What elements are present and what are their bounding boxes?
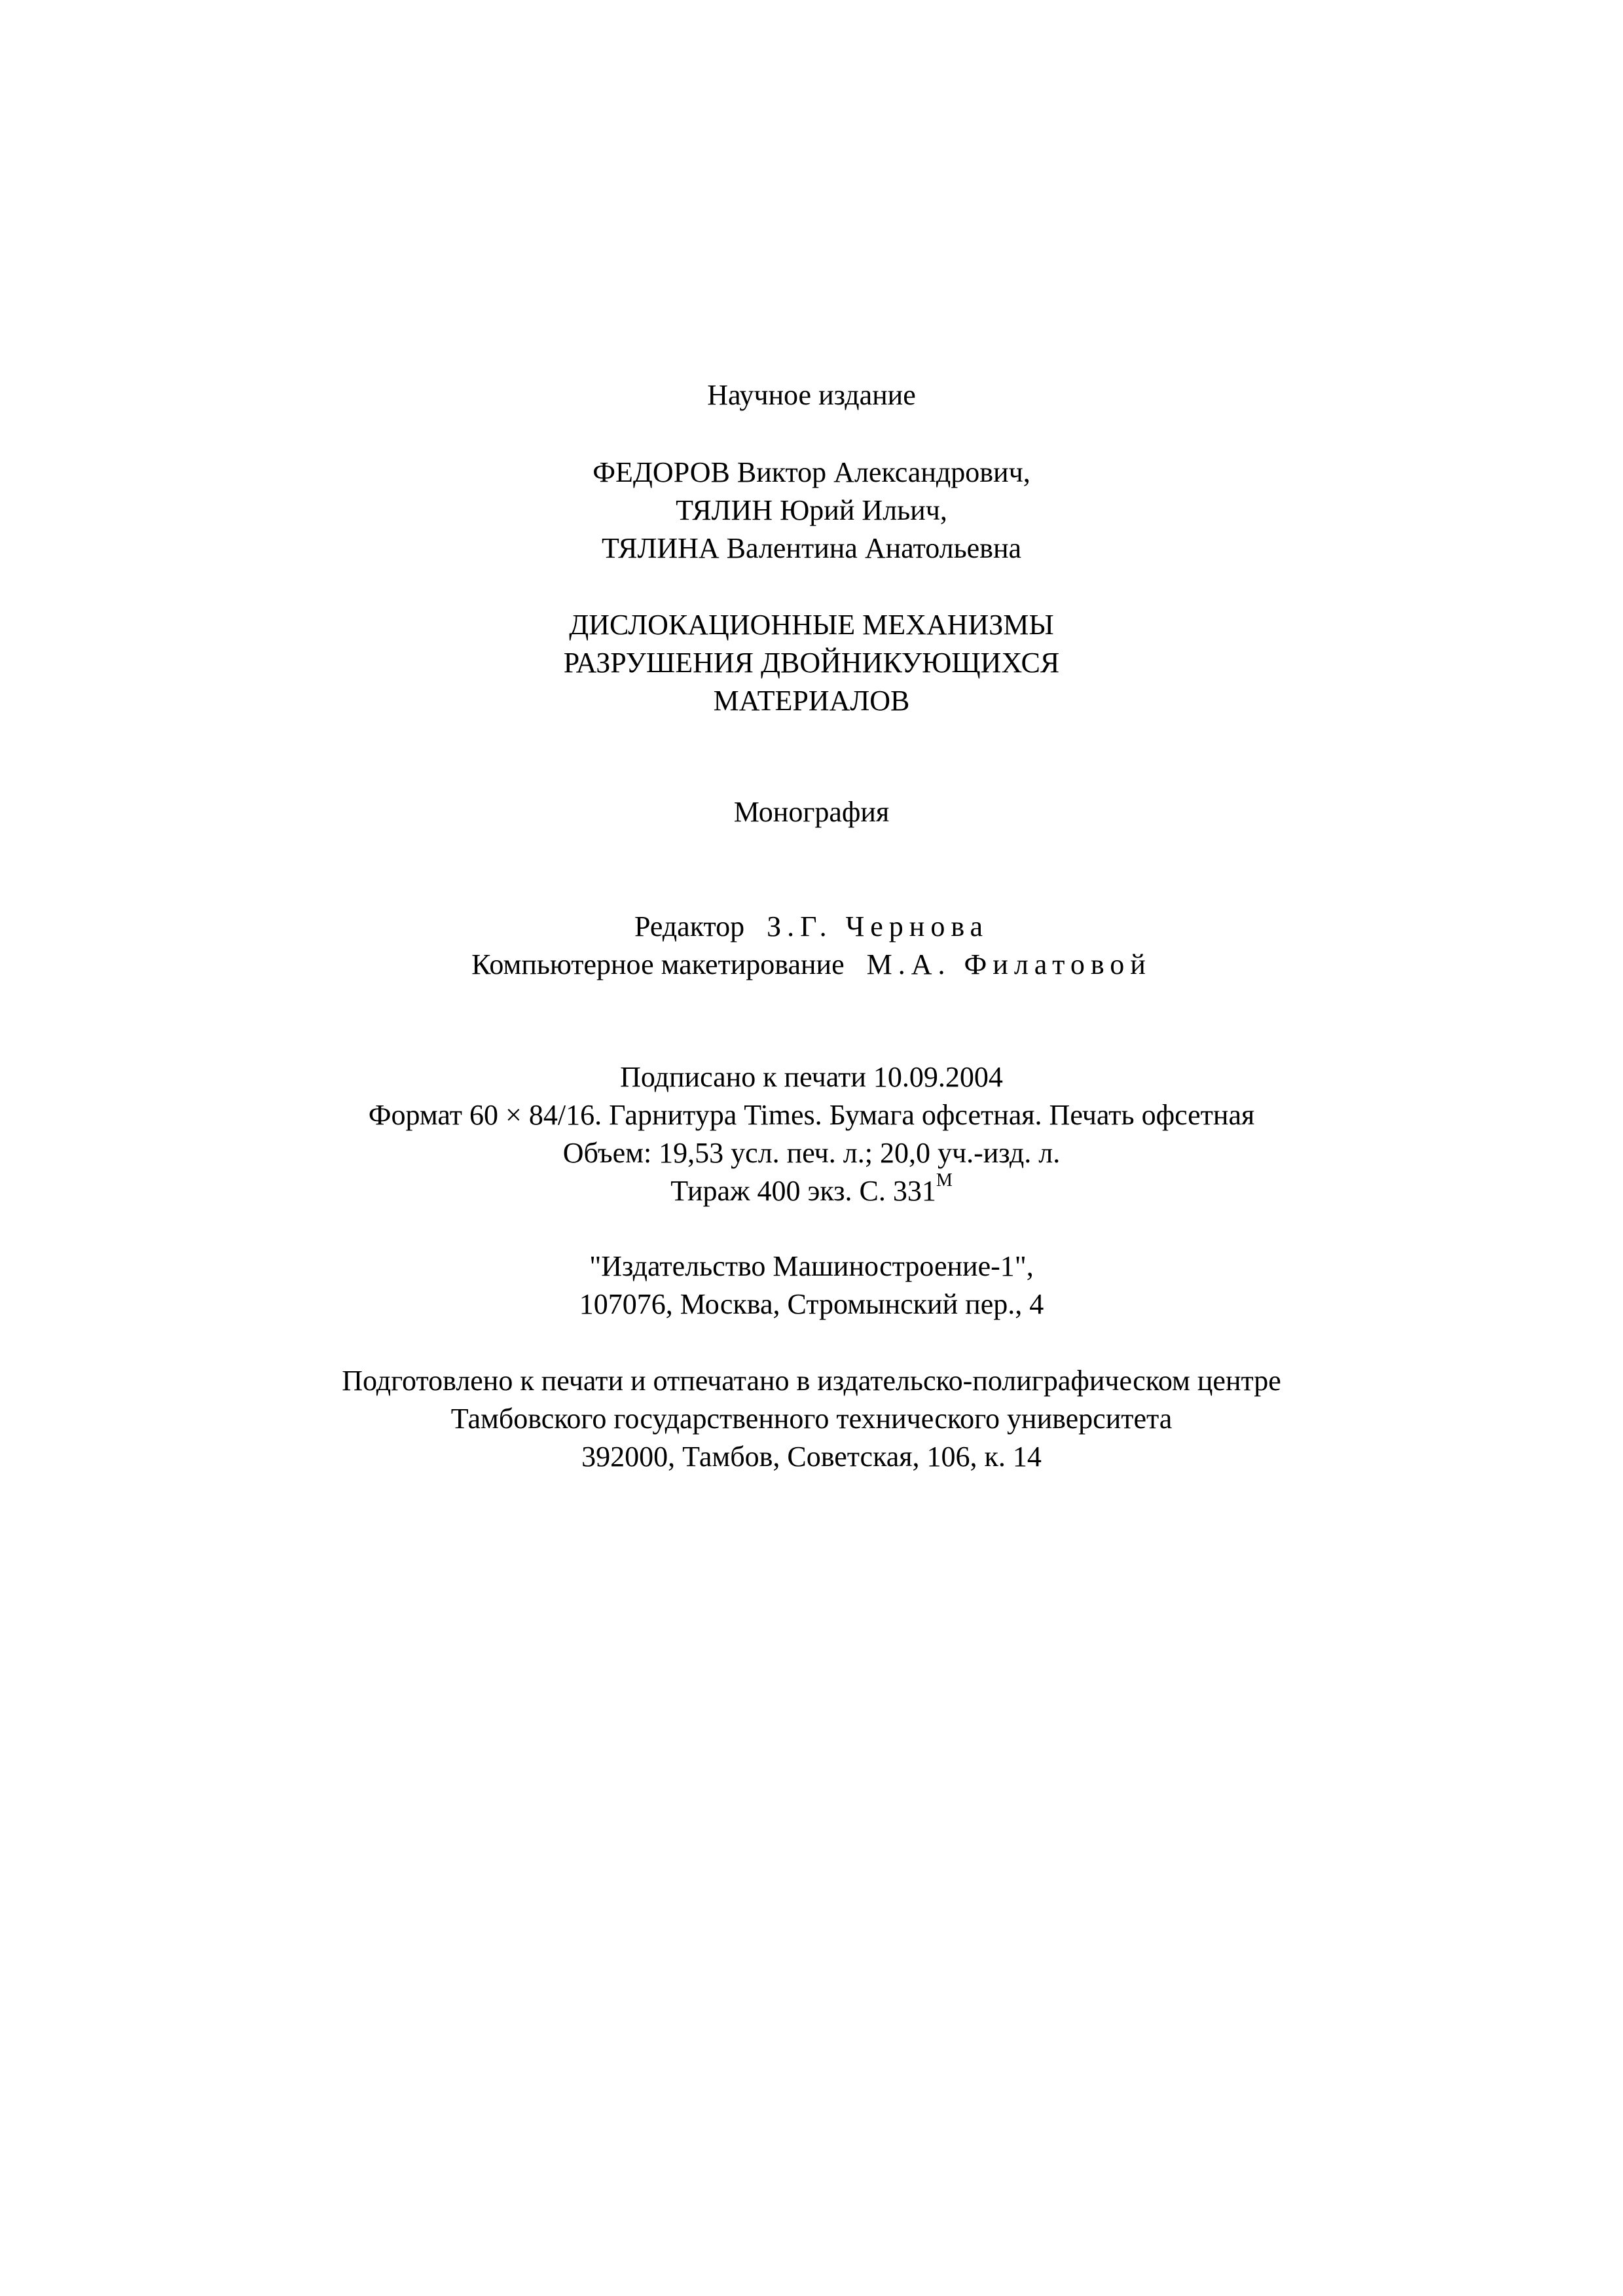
run-superscript: М (936, 1170, 953, 1191)
title-line: РАЗРУШЕНИЯ ДВОЙНИКУЮЩИХСЯ (563, 647, 1060, 679)
layout-name: М.А. Филатовой (866, 948, 1152, 980)
publisher-block (0, 1247, 1623, 1323)
volume-line: Объем: 19,53 усл. печ. л.; 20,0 уч.-изд. л. (562, 1137, 1061, 1169)
layout-line (0, 946, 1623, 984)
title-line: ДИСЛОКАЦИОННЫЕ МЕХАНИЗМЫ (569, 609, 1054, 641)
credits-block (0, 908, 1623, 984)
title-line: МАТЕРИАЛОВ (713, 685, 910, 717)
publisher-name: "Издательство Машиностроение-1", (589, 1250, 1034, 1282)
author-line: ТЯЛИНА Валентина Анатольевна (601, 532, 1022, 564)
genre (0, 793, 1623, 831)
printing-block (0, 1362, 1623, 1476)
format-line: Формат 60 × 84/16. Гарнитура Times. Бумага офсетная. Печать офсетная (368, 1099, 1255, 1131)
book-title (0, 606, 1623, 720)
editor-label: Редактор (634, 910, 745, 942)
printing-line: Подготовлено к печати и отпечатано в издательско-полиграфическом центре (342, 1365, 1281, 1397)
printing-address: 392000, Тамбов, Советская, 106, к. 14 (581, 1441, 1042, 1473)
author-line: ФЕДОРОВ Виктор Александрович, (593, 456, 1030, 488)
printing-line: Тамбовского государственного технического университета (450, 1403, 1173, 1435)
editor-line (0, 908, 1623, 946)
print-info-block (0, 1058, 1623, 1210)
publisher-address: 107076, Москва, Стромынский пер., 4 (579, 1288, 1044, 1320)
edition-type-text: Научное издание (707, 379, 916, 411)
genre-text: Монография (733, 796, 890, 828)
edition-type (0, 376, 1623, 414)
editor-name: З.Г. Чернова (767, 910, 989, 942)
run-line (0, 1172, 1623, 1210)
authors-block (0, 454, 1623, 567)
run-text: Тираж 400 экз. С. 331 (670, 1175, 936, 1207)
author-line: ТЯЛИН Юрий Ильич, (676, 494, 947, 526)
signed-line: Подписано к печати 10.09.2004 (620, 1061, 1003, 1093)
layout-label: Компьютерное макетирование (471, 948, 845, 980)
